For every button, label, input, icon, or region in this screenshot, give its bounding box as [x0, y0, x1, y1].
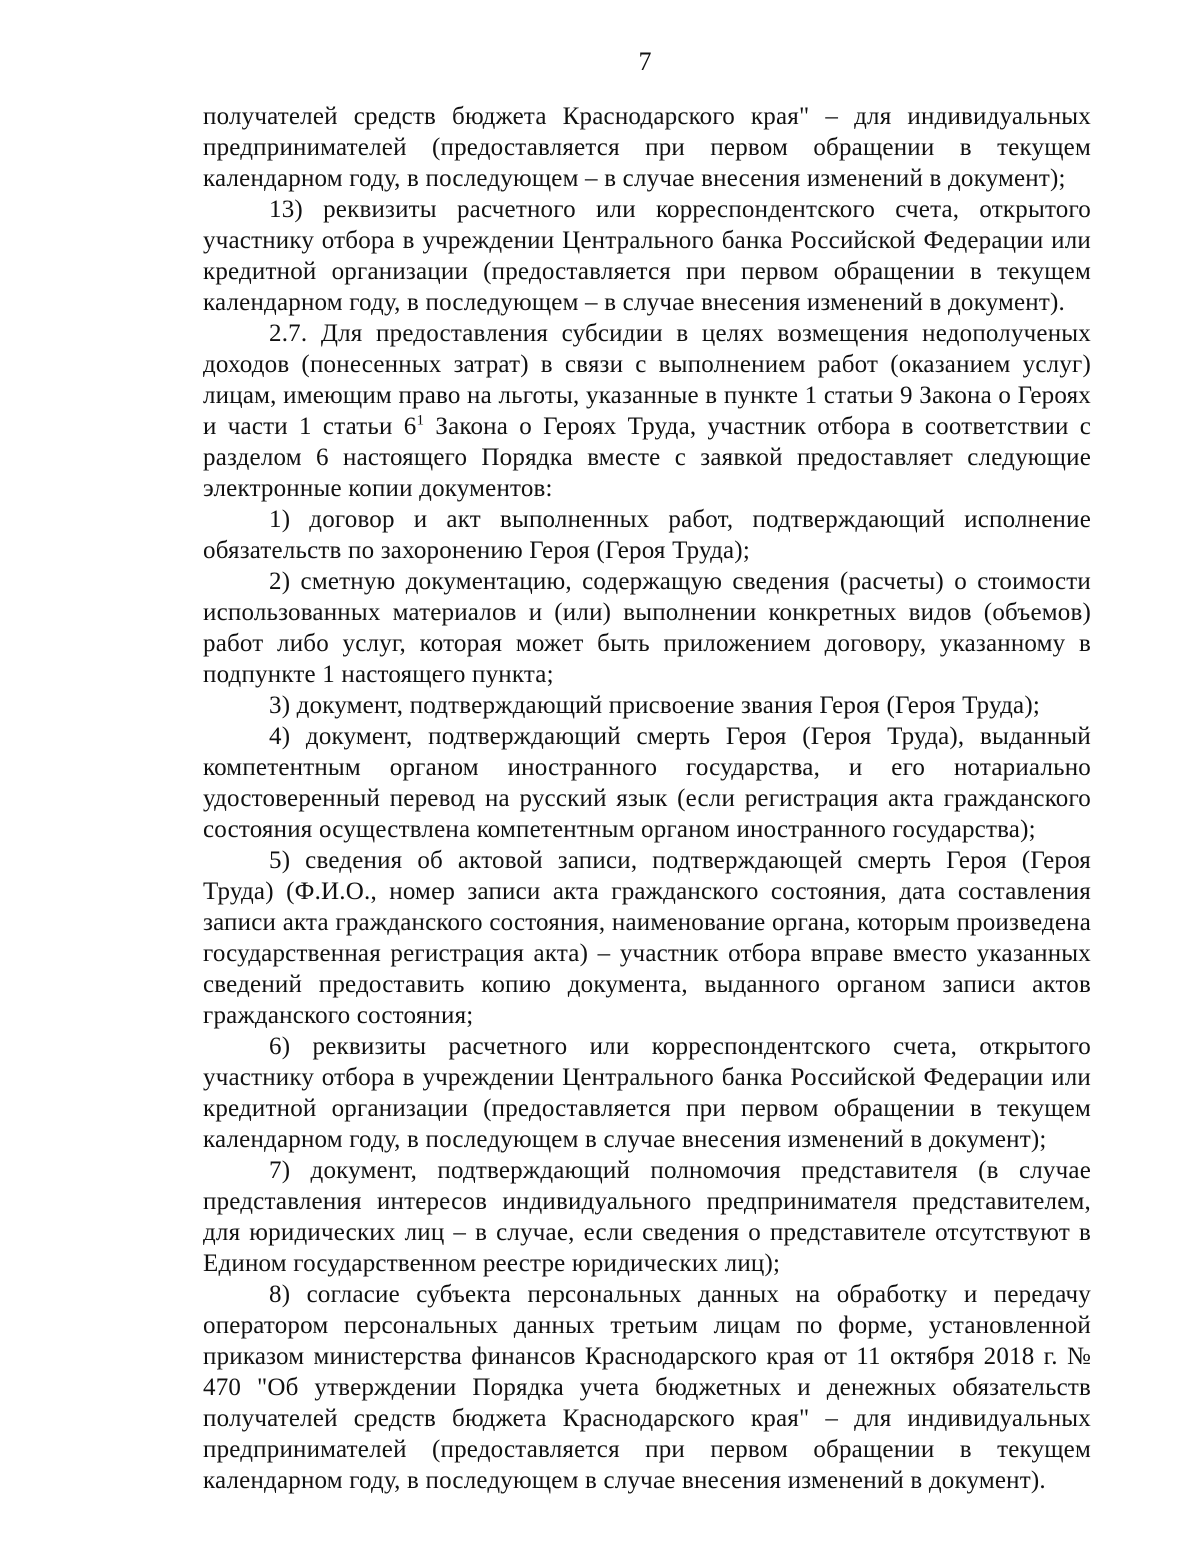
paragraph-item-4: 4) документ, подтверждающий смерть Героя (Героя Труда), выданный компетентным органом иностранного государства, и его нотариально удостоверенный перевод на русский язык (если регистрация акта гражданского состояния осуществлена компетентным органом иностранного государства);	[203, 723, 1091, 843]
paragraph-item-5: 5) сведения об актовой записи, подтверждающей смерть Героя (Героя Труда) (Ф.И.О., номер записи акта гражданского состояния, дата составления записи акта гражданского состояния, наименование органа, которым произведена государственная регистрация акта) – участник отбора вправе вместо указанных сведений предоставить копию документа, выданного органом записи актов гражданского состояния;	[203, 847, 1091, 1029]
paragraph-item-6: 6) реквизиты расчетного или корреспондентского счета, открытого участнику отбора в учреждении Центрального банка Российской Федерации или кредитной организации (предоставляется при первом обращении в текущем календарном году, в последующем в случае внесения изменений в документ);	[203, 1033, 1091, 1153]
paragraph-section-2-7-text-a: 2.7. Для предоставления субсидии в целях возмещения недополученых доходов (понесенных затрат) в связи с выполнением работ (оказанием услуг) лицам, имеющим право на льготы, указанные в пункте 1 статьи 9 Закона о Героях и части 1 статьи 6	[203, 320, 1091, 440]
page-number: 7	[638, 47, 652, 76]
paragraph-item-1: 1) договор и акт выполненных работ, подтверждающий исполнение обязательств по захоронению Героя (Героя Труда);	[203, 506, 1091, 564]
paragraph-section-2-7	[203, 318, 1091, 504]
paragraph-item-8: 8) согласие субъекта персональных данных на обработку и передачу оператором персональных данных третьим лицам по форме, установленной приказом министерства финансов Краснодарского края от 11 октября 2018 г. № 470 "Об утверждении Порядка учета бюджетных и денежных обязательств получателей средств бюджета Краснодарского края" – для индивидуальных предпринимателей (предоставляется при первом обращении в текущем календарном году, в последующем в случае внесения изменений в документ).	[203, 1281, 1091, 1494]
paragraph-item-7: 7) документ, подтверждающий полномочия представителя (в случае представления интересов индивидуального предпринимателя представителем, для юридических лиц – в случае, если сведения о представителе отсутствуют в Едином государственном реестре юридических лиц);	[203, 1157, 1091, 1277]
paragraph-continuation: получателей средств бюджета Краснодарского края" – для индивидуальных предпринимателей (предоставляется при первом обращении в текущем календарном году, в последующем – в случае внесения изменений в документ);	[203, 103, 1091, 192]
paragraph-item-13: 13) реквизиты расчетного или корреспондентского счета, открытого участнику отбора в учреждении Центрального банка Российской Федерации или кредитной организации (предоставляется при первом обращении в текущем календарном году, в последующем – в случае внесения изменений в документ).	[203, 196, 1091, 316]
document-body	[203, 101, 1091, 1496]
paragraph-item-2: 2) сметную документацию, содержащую сведения (расчеты) о стоимости использованных материалов и (или) выполнении конкретных видов (объемов) работ либо услуг, которая может быть приложением договору, указанному в подпункте 1 настоящего пункта;	[203, 568, 1091, 688]
superscript-mark: 1	[416, 412, 425, 429]
paragraph-section-2-7-text-b: Закона о Героях Труда, участник отбора в соответствии с разделом 6 настоящего Порядка вместе с заявкой предоставляет следующие электронные копии документов:	[203, 413, 1091, 502]
paragraph-item-3: 3) документ, подтверждающий присвоение звания Героя (Героя Труда);	[269, 692, 1040, 719]
